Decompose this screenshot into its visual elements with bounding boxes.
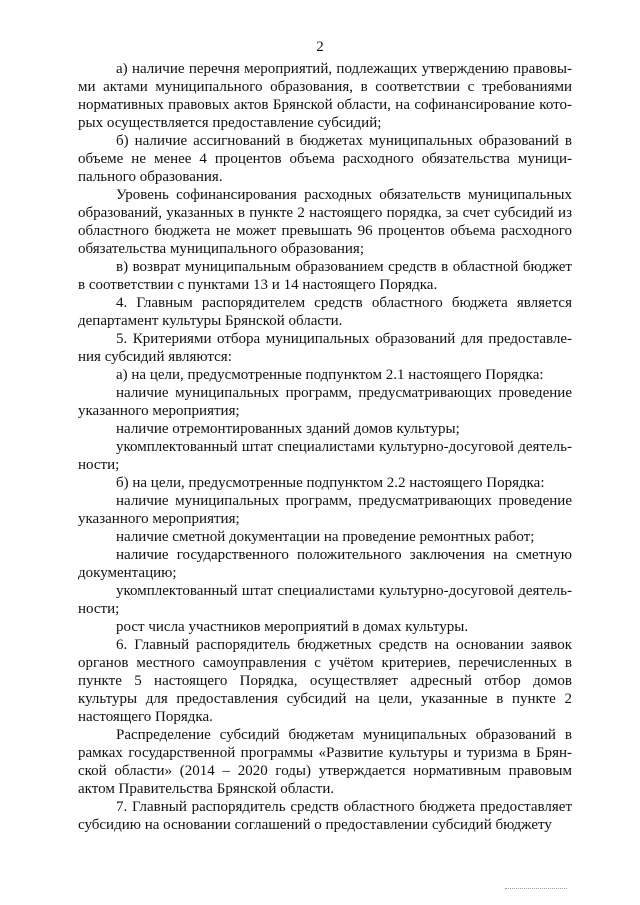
paragraph: наличие отремонтированных зданий домов культуры; (116, 421, 460, 437)
paragraph: укомплектованный штат специалистами культурно-досуговой деятельности; (78, 583, 572, 617)
paragraph: укомплектованный штат специалистами культурно-досуговой деятельности; (78, 439, 572, 473)
footer-dotted-line (505, 888, 567, 889)
paragraph: Распределение субсидий бюджетам муниципальных образований в рамках государственной программы «Развитие культуры и туризма в Брянской области» (2014 – 2020 годы) утверждается нормативным правовым актом Правительства Брянской области. (78, 727, 572, 797)
paragraph: 5. Критериями отбора муниципальных образований для предоставления субсидий являются: (78, 331, 572, 365)
paragraph: 4. Главным распорядителем средств областного бюджета является департамент культуры Брянской области. (78, 295, 572, 329)
paragraph: б) наличие ассигнований в бюджетах муниципальных образований в объеме не менее 4 процентов объема расходного обязательства муниципального образования. (78, 133, 572, 185)
paragraph: а) наличие перечня мероприятий, подлежащих утверждению правовыми актами муниципального образования, в соответствии с требованиями нормативных правовых актов Брянской области, на софинансирование которых осуществляется предоставление субсидий; (78, 61, 572, 131)
paragraph: наличие государственного положительного заключения на сметную документацию; (78, 547, 572, 581)
paragraph: в) возврат муниципальным образованием средств в областной бюджет в соответствии с пунктами 13 и 14 настоящего Порядка. (78, 259, 572, 293)
page-number: 2 (316, 39, 324, 55)
paragraph: 7. Главный распорядитель средств областного бюджета предоставляет субсидию на основании соглашений о предоставлении субсидий бюджету (78, 799, 572, 833)
paragraph: наличие муниципальных программ, предусматривающих проведение указанного мероприятия; (78, 385, 572, 419)
paragraph: наличие сметной документации на проведение ремонтных работ; (116, 529, 535, 545)
paragraph: наличие муниципальных программ, предусматривающих проведение указанного мероприятия; (78, 493, 572, 527)
paragraph: а) на цели, предусмотренные подпунктом 2.1 настоящего Порядка: (116, 367, 544, 383)
paragraph: б) на цели, предусмотренные подпунктом 2.2 настоящего Порядка: (116, 475, 545, 491)
paragraph: рост числа участников мероприятий в домах культуры. (116, 619, 469, 635)
paragraph: Уровень софинансирования расходных обязательств муниципальных образований, указанных в пункте 2 настоящего порядка, за счет субсидий из областного бюджета не может превышать 96 процентов объема расходного обязательства муниципального образования; (78, 187, 572, 257)
paragraph: 6. Главный распорядитель бюджетных средств на основании заявок органов местного самоуправления с учётом критериев, перечисленных в пункте 5 настоящего Порядка, осуществляет адресный отбор домов культуры для предоставления субсидий на цели, указанные в пункте 2 настоящего Порядка. (78, 637, 572, 725)
document-body (78, 60, 572, 834)
